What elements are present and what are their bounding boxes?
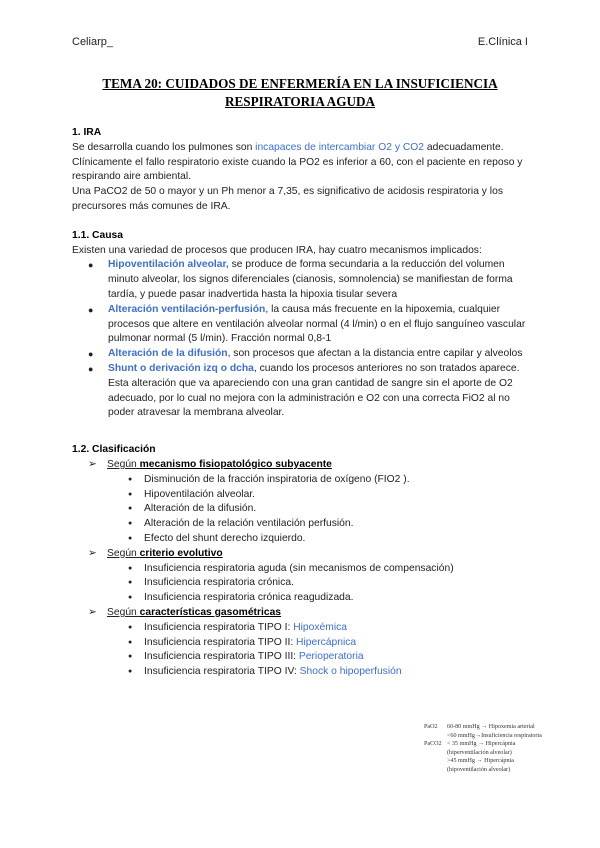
section-heading-ira: 1. IRA xyxy=(72,127,102,138)
title-line-2: RESPIRATORIA AGUDA xyxy=(224,94,376,109)
causa-term: Shunt o derivación izq o dcha xyxy=(108,362,254,374)
arrow-bullet-icon: ➢ xyxy=(88,458,97,470)
causa-text: se produce de forma secundaria a la reducción del volumen minuto alveolar, los signos diferenciales (cianosis, somnolencia) se manifiestan de forma tardía, y puede pasar inadvertida hasta la hipoxia tisular severa xyxy=(108,259,513,300)
causa-intro: Existen una variedad de procesos que producen IRA, hay cuatro mecanismos implicados: xyxy=(72,244,482,256)
list-item xyxy=(72,362,530,421)
section-heading-causa: 1.1. Causa xyxy=(72,229,123,241)
list-item: ● Hipoventilación alveolar. xyxy=(72,488,530,503)
list-item: ● Insuficiencia respiratoria TIPO III: Perioperatoria xyxy=(72,650,530,665)
list-item xyxy=(72,303,530,347)
section-heading-clasificacion: 1.2. Clasificación xyxy=(72,444,156,456)
group-heading-gasometricas: ➢ Según características gasométricas xyxy=(72,606,530,621)
causa-term: Alteración ventilación-perfusión xyxy=(108,303,266,315)
ira-paragraph-1 xyxy=(72,141,530,185)
arrow-bullet-icon: ➢ xyxy=(88,606,97,618)
header-subject: E.Clínica I xyxy=(477,36,528,48)
ira-text-c: adecuadamente. Clínicamente el fallo respiratorio existe cuando la PO2 es inferior a 60, con el paciente en reposo y respirando aire ambiental. xyxy=(72,141,523,183)
causa-text: , son procesos que afectan a la distancia entre capilar y alveolos xyxy=(227,348,523,360)
list-item: ● Alteración de la relación ventilación perfusión. xyxy=(72,517,530,532)
causa-term: Hipoventilación alveolar, xyxy=(108,259,229,271)
list-item: ● Insuficiencia respiratoria crónica reagudizada. xyxy=(72,591,530,606)
title-line-1: TEMA 20: CUIDADOS DE ENFERMERÍA EN LA INSUFICIENCIA xyxy=(102,76,498,91)
list-item: ● Efecto del shunt derecho izquierdo. xyxy=(72,532,530,547)
list-item: ● Insuficiencia respiratoria aguda (sin mecanismos de compensación) xyxy=(72,562,530,577)
arrow-bullet-icon: ➢ xyxy=(88,547,97,559)
header-author: Celiarp_ xyxy=(72,36,113,48)
group-heading-mecanismo: ➢ Según mecanismo fisiopatológico subyacente xyxy=(72,458,530,473)
page-title xyxy=(72,75,528,111)
causa-text: , la causa más frecuente en la hipoxemia, cualquier procesos que altere en ventilación alveolar normal (4 l/min) o en el flujo sanguíneo vascular pulmonar normal (5 l/min). Fracción normal 0,8-1 xyxy=(108,303,526,345)
ira-paragraph-2: Una PaCO2 de 50 o mayor y un Ph menor a 7,35, es significativo de acidosis respiratoria y los precursores más comunes de IRA. xyxy=(72,186,503,212)
list-item: ● Insuficiencia respiratoria TIPO IV: Shock o hipoperfusión xyxy=(72,665,530,680)
note-paco2-label: PaCO2 xyxy=(424,741,442,747)
list-item: ● Insuficiencia respiratoria TIPO I: Hipoxémica xyxy=(72,621,530,636)
list-item: ● Insuficiencia respiratoria TIPO II: Hipercápnica xyxy=(72,636,530,651)
list-item: ● Insuficiencia respiratoria crónica. xyxy=(72,576,530,591)
gasometry-note: PaO2 60-80 mmHg → Hipoxemia arterial <60 mmHg→Insuficiencia respiratoria PaCO2 < 35 mmHg → Hipercápnia (hiperventilación alveolar) >45 mmHg → Hipercápnia (hipoventilación alveolar) xyxy=(424,724,542,773)
mecanismo-list xyxy=(72,473,530,547)
causa-text: , cuando los procesos anteriores no son tratados aparece. Esta alteración que va apareciendo con una gran cantidad de sangre sin el aporte de O2 adecuado, por lo cual no mejora con la administración e O2 con una correcta FiO2 al no poder atravesar la membrana alveolar. xyxy=(108,362,520,419)
causa-term: Alteración de la difusión xyxy=(108,348,228,360)
ira-highlight: incapaces de intercambiar O2 y CO2 xyxy=(255,141,425,153)
causa-list xyxy=(72,258,530,421)
document-body xyxy=(72,126,530,680)
ira-text-a: Se desarrolla cuando los pulmones son xyxy=(72,141,256,153)
gasometricas-list xyxy=(72,621,530,680)
list-item: ● Disminución de la fracción inspiratoria de oxígeno (FIO2 ). xyxy=(72,473,530,488)
note-pao2-label: PaO2 xyxy=(424,724,438,730)
list-item xyxy=(72,258,530,302)
group-heading-evolutivo: ➢ Según criterio evolutivo xyxy=(72,547,530,562)
list-item xyxy=(72,347,530,362)
list-item: ● Alteración de la difusión. xyxy=(72,502,530,517)
evolutivo-list xyxy=(72,562,530,606)
